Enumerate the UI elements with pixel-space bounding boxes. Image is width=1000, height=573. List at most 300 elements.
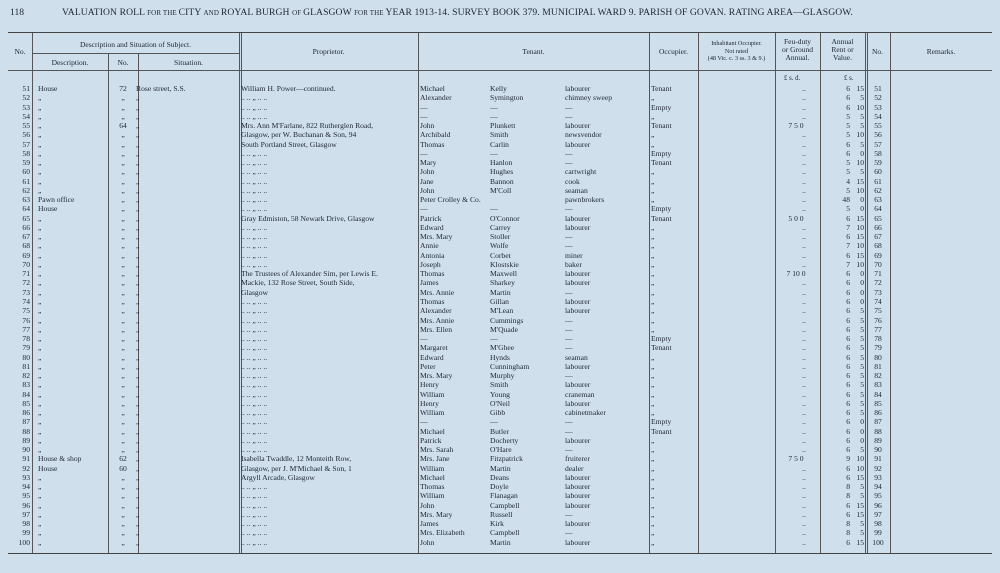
feu-leader-dots: .. [802, 103, 806, 112]
street-number-cell: 60 [119, 464, 127, 473]
tenant-surname-cell: Hughes [490, 168, 514, 177]
rent-shillings-cell: 0 [860, 427, 864, 436]
tenant-occupation-cell: labourer [565, 492, 591, 501]
description-cell: „ [38, 177, 42, 186]
table-row [8, 141, 992, 150]
occupier-cell: „ [651, 501, 655, 510]
description-cell: „ [38, 520, 42, 529]
tenant-occupation-cell: labourer [565, 520, 591, 529]
table-row [8, 233, 992, 242]
feu-duty-cell: 7 5 0 [788, 455, 804, 464]
tenant-occupation-cell: labourer [565, 140, 591, 149]
street-number-cell: „ [121, 353, 125, 362]
table-row [8, 465, 992, 474]
situation-cell: „ [136, 112, 140, 121]
rent-pounds-cell: 6 [846, 372, 850, 381]
row-number-right: 87 [874, 418, 882, 427]
occupier-cell: „ [651, 131, 655, 140]
tenant-surname-cell: — [490, 103, 498, 112]
street-number-cell: „ [121, 325, 125, 334]
tenant-occupation-cell: — [565, 233, 573, 242]
rent-pounds-cell: 6 [846, 399, 850, 408]
row-number: 91 [22, 455, 30, 464]
situation-cell: Rose street, S.S. [136, 85, 186, 93]
rent-shillings-cell: 5 [860, 94, 864, 103]
street-number-cell: 62 [119, 455, 127, 464]
row-number: 67 [22, 233, 30, 242]
row-number: 65 [22, 214, 30, 223]
rent-pounds-cell: 6 [846, 140, 850, 149]
tenant-surname-cell: — [490, 335, 498, 344]
proprietor-cell: .. .. „ .. .. [241, 538, 268, 547]
table-row [8, 131, 992, 140]
row-number: 55 [22, 122, 30, 131]
tenant-occupation-cell: — [565, 205, 573, 214]
situation-cell: „ [136, 436, 140, 445]
feu-leader-dots: .. [802, 251, 806, 260]
tenant-occupation-cell: labourer [565, 307, 591, 316]
col-header-situation: Situation. [174, 58, 203, 67]
row-number: 97 [22, 510, 30, 519]
table-row [8, 261, 992, 270]
row-number-right: 73 [874, 288, 882, 297]
feu-leader-dots: .. [802, 464, 806, 473]
proprietor-cell: .. .. „ .. .. [241, 390, 268, 399]
feu-units: £ s. d. [784, 75, 801, 82]
table-row [8, 94, 992, 103]
proprietor-cell: .. .. „ .. .. [241, 492, 268, 501]
row-number: 71 [22, 270, 30, 279]
tenant-firstname-cell: — [420, 418, 428, 427]
situation-cell: „ [136, 94, 140, 103]
rent-shillings-cell: 15 [856, 538, 864, 547]
situation-cell: „ [136, 446, 140, 455]
tenant-occupation-cell: labourer [565, 399, 591, 408]
occupier-cell: Tenant [651, 427, 672, 436]
tenant-surname-cell: — [490, 418, 498, 427]
table-row [8, 326, 992, 335]
tenant-firstname-cell: William [420, 409, 445, 418]
tenant-occupation-cell: — [565, 325, 573, 334]
tenant-firstname-cell: Mrs. Elizabeth [420, 529, 465, 538]
tenant-surname-cell: Plunkett [490, 122, 516, 131]
tenant-firstname-cell: Mrs. Sarah [420, 446, 454, 455]
row-number: 83 [22, 381, 30, 390]
situation-cell: „ [136, 177, 140, 186]
table-row [8, 344, 992, 353]
table-row [8, 354, 992, 363]
tenant-firstname-cell: Edward [420, 353, 444, 362]
row-number: 87 [22, 418, 30, 427]
table-row [8, 474, 992, 483]
rent-shillings-cell: 5 [860, 362, 864, 371]
row-number-right: 51 [874, 85, 882, 93]
proprietor-cell: Glasgow [241, 288, 268, 297]
rent-shillings-cell: 5 [860, 529, 864, 538]
valuation-table [8, 32, 992, 554]
rent-pounds-cell: 7 [846, 260, 850, 269]
tenant-occupation-cell: labourer [565, 473, 591, 482]
row-number-right: 90 [874, 446, 882, 455]
row-number: 98 [22, 520, 30, 529]
rent-pounds-cell: 6 [846, 297, 850, 306]
occupier-cell: „ [651, 223, 655, 232]
table-row [8, 298, 992, 307]
row-number-right: 88 [874, 427, 882, 436]
proprietor-cell: .. .. „ .. .. [241, 436, 268, 445]
description-cell: „ [38, 529, 42, 538]
row-number-right: 97 [874, 510, 882, 519]
situation-cell: „ [136, 122, 140, 131]
row-number-right: 94 [874, 483, 882, 492]
rent-pounds-cell: 8 [846, 483, 850, 492]
tenant-surname-cell: Bannon [490, 177, 514, 186]
description-cell: „ [38, 409, 42, 418]
situation-cell: „ [136, 399, 140, 408]
col-header-inhabitant: Inhabitant Occupier. Not rated (48 Vic. c. 3 ss. 3 & 9.) [707, 40, 766, 62]
occupier-cell: „ [651, 316, 655, 325]
rent-shillings-cell: 5 [860, 325, 864, 334]
row-number: 54 [22, 112, 30, 121]
description-cell: „ [38, 168, 42, 177]
occupier-cell: „ [651, 510, 655, 519]
tenant-surname-cell: M'Lean [490, 307, 514, 316]
tenant-occupation-cell: labourer [565, 362, 591, 371]
situation-cell: „ [136, 297, 140, 306]
rent-pounds-cell: 6 [846, 436, 850, 445]
description-cell: „ [38, 186, 42, 195]
description-cell: House & shop [38, 455, 82, 464]
street-number-cell: „ [121, 381, 125, 390]
street-number-cell: „ [121, 103, 125, 112]
tenant-firstname-cell: Thomas [420, 297, 445, 306]
rent-shillings-cell: 5 [860, 168, 864, 177]
occupier-cell: „ [651, 260, 655, 269]
street-number-cell: „ [121, 233, 125, 242]
table-row [8, 242, 992, 251]
row-number: 84 [22, 390, 30, 399]
tenant-surname-cell: Campbell [490, 529, 520, 538]
situation-cell: „ [136, 279, 140, 288]
tenant-surname-cell: Hanlon [490, 159, 513, 168]
feu-leader-dots: .. [802, 344, 806, 353]
tenant-firstname-cell: Mary [420, 159, 437, 168]
tenant-occupation-cell: fruiterer [565, 455, 590, 464]
proprietor-cell: .. .. „ .. .. [241, 510, 268, 519]
feu-leader-dots: .. [802, 529, 806, 538]
rent-pounds-cell: 8 [846, 529, 850, 538]
description-cell: „ [38, 103, 42, 112]
rent-pounds-cell: 6 [846, 316, 850, 325]
proprietor-cell: .. .. „ .. .. [241, 186, 268, 195]
tenant-surname-cell: Hynds [490, 353, 510, 362]
rent-pounds-cell: 5 [846, 159, 850, 168]
row-number-right: 68 [874, 242, 882, 251]
description-cell: „ [38, 279, 42, 288]
situation-cell: „ [136, 270, 140, 279]
row-number: 85 [22, 399, 30, 408]
feu-duty-cell: 7 10 0 [786, 270, 806, 279]
rent-shillings-cell: 5 [860, 409, 864, 418]
situation-cell: „ [136, 325, 140, 334]
rent-units: £ s. [844, 75, 854, 82]
table-row [8, 279, 992, 288]
tenant-occupation-cell: — [565, 418, 573, 427]
feu-leader-dots: .. [802, 362, 806, 371]
tenant-occupation-cell: — [565, 149, 573, 158]
proprietor-cell: .. .. „ .. .. [241, 94, 268, 103]
situation-cell: „ [136, 251, 140, 260]
tenant-surname-cell: Smith [490, 381, 509, 390]
situation-cell: „ [136, 455, 140, 464]
tenant-occupation-cell: labourer [565, 381, 591, 390]
street-number-cell: „ [121, 279, 125, 288]
description-cell: „ [38, 159, 42, 168]
table-row [8, 372, 992, 381]
rent-shillings-cell: 15 [856, 177, 864, 186]
table-row [8, 307, 992, 316]
rent-shillings-cell: 5 [860, 399, 864, 408]
row-number-right: 64 [874, 205, 882, 214]
table-row [8, 335, 992, 344]
rent-shillings-cell: 10 [856, 131, 864, 140]
tenant-occupation-cell: labourer [565, 270, 591, 279]
street-number-cell: „ [121, 316, 125, 325]
tenant-surname-cell: O'Connor [490, 214, 520, 223]
situation-cell: „ [136, 344, 140, 353]
description-cell: „ [38, 131, 42, 140]
occupier-cell: „ [651, 483, 655, 492]
tenant-firstname-cell: Mrs. Mary [420, 372, 453, 381]
table-row [8, 446, 992, 455]
tenant-occupation-cell: cook [565, 177, 580, 186]
row-number: 66 [22, 223, 30, 232]
proprietor-cell: Argyll Arcade, Glasgow [241, 473, 315, 482]
tenant-occupation-cell: labourer [565, 85, 591, 93]
description-cell: „ [38, 335, 42, 344]
tenant-firstname-cell: John [420, 501, 435, 510]
row-number-right: 91 [874, 455, 882, 464]
row-number: 64 [22, 205, 30, 214]
table-row [8, 363, 992, 372]
street-number-cell: „ [121, 288, 125, 297]
feu-leader-dots: .. [802, 196, 806, 205]
row-number: 76 [22, 316, 30, 325]
col-header-remarks: Remarks. [926, 47, 956, 56]
tenant-surname-cell: Maxwell [490, 270, 517, 279]
rent-pounds-cell: 6 [846, 149, 850, 158]
rent-pounds-cell: 6 [846, 427, 850, 436]
table-row [8, 492, 992, 501]
feu-leader-dots: .. [802, 131, 806, 140]
tenant-occupation-cell: labourer [565, 483, 591, 492]
occupier-cell: „ [651, 362, 655, 371]
table-row [8, 150, 992, 159]
tenant-surname-cell: Docherty [490, 436, 519, 445]
description-cell: House [38, 85, 58, 93]
street-number-cell: „ [121, 196, 125, 205]
tenant-firstname-cell: John [420, 168, 435, 177]
table-row [8, 205, 992, 214]
row-number: 88 [22, 427, 30, 436]
tenant-surname-cell: Stoller [490, 233, 511, 242]
rent-shillings-cell: 10 [856, 260, 864, 269]
proprietor-cell: .. .. „ .. .. [241, 196, 268, 205]
tenant-firstname-cell: Edward [420, 223, 444, 232]
tenant-surname-cell: Symington [490, 94, 524, 103]
description-cell: „ [38, 353, 42, 362]
feu-leader-dots: .. [802, 372, 806, 381]
row-number: 51 [22, 85, 30, 93]
table-row [8, 187, 992, 196]
row-number-right: 93 [874, 473, 882, 482]
tenant-surname-cell: Kirk [490, 520, 504, 529]
street-number-cell: „ [121, 251, 125, 260]
tenant-surname-cell: Murphy [490, 372, 515, 381]
rent-pounds-cell: 6 [846, 501, 850, 510]
rent-shillings-cell: 15 [856, 214, 864, 223]
tenant-occupation-cell: — [565, 242, 573, 251]
row-number-right: 71 [874, 270, 882, 279]
rent-pounds-cell: 4 [846, 177, 850, 186]
tenant-surname-cell: Kelly [490, 85, 507, 93]
proprietor-cell: .. .. „ .. .. [241, 409, 268, 418]
table-row [8, 113, 992, 122]
street-number-cell: „ [121, 140, 125, 149]
rent-shillings-cell: 5 [860, 307, 864, 316]
rent-pounds-cell: 6 [846, 307, 850, 316]
situation-cell: „ [136, 149, 140, 158]
rent-pounds-cell: 6 [846, 288, 850, 297]
occupier-cell: Empty [651, 418, 672, 427]
occupier-cell: Empty [651, 205, 672, 214]
occupier-cell: „ [651, 409, 655, 418]
occupier-cell: „ [651, 464, 655, 473]
row-number-right: 77 [874, 325, 882, 334]
row-number-right: 61 [874, 177, 882, 186]
situation-cell: „ [136, 418, 140, 427]
occupier-cell: „ [651, 538, 655, 547]
rent-shillings-cell: 0 [860, 288, 864, 297]
rent-pounds-cell: 6 [846, 510, 850, 519]
col-header-no: No. [14, 47, 26, 56]
rent-pounds-cell: 9 [846, 455, 850, 464]
occupier-cell: „ [651, 446, 655, 455]
occupier-cell: „ [651, 270, 655, 279]
proprietor-cell: The Trustees of Alexander Sim, per Lewis E. [241, 270, 378, 279]
rent-shillings-cell: 5 [860, 344, 864, 353]
tenant-surname-cell: — [490, 149, 498, 158]
proprietor-cell: .. .. „ .. .. [241, 149, 268, 158]
tenant-surname-cell: Doyle [490, 483, 509, 492]
situation-cell: „ [136, 233, 140, 242]
table-row [8, 85, 992, 94]
occupier-cell: „ [651, 140, 655, 149]
street-number-cell: „ [121, 473, 125, 482]
rent-shillings-cell: 5 [860, 390, 864, 399]
tenant-firstname-cell: William [420, 390, 445, 399]
rent-shillings-cell: 5 [860, 316, 864, 325]
rent-shillings-cell: 0 [860, 436, 864, 445]
occupier-cell: „ [651, 390, 655, 399]
street-number-cell: „ [121, 492, 125, 501]
feu-leader-dots: .. [802, 279, 806, 288]
street-number-cell: „ [121, 214, 125, 223]
tenant-surname-cell: Gibb [490, 409, 506, 418]
street-number-cell: „ [121, 446, 125, 455]
occupier-cell: „ [651, 529, 655, 538]
table-row [8, 520, 992, 529]
row-number-right: 100 [872, 538, 884, 547]
proprietor-cell: .. .. „ .. .. [241, 446, 268, 455]
rent-shillings-cell: 0 [860, 149, 864, 158]
row-number-right: 54 [874, 112, 882, 121]
table-row [8, 215, 992, 224]
situation-cell: „ [136, 168, 140, 177]
tenant-firstname-cell: Jane [420, 177, 434, 186]
col-header-description: Description. [51, 58, 89, 67]
feu-leader-dots: .. [802, 501, 806, 510]
tenant-surname-cell: Flanagan [490, 492, 518, 501]
rent-shillings-cell: 0 [860, 418, 864, 427]
feu-leader-dots: .. [802, 112, 806, 121]
description-cell: „ [38, 446, 42, 455]
occupier-cell: „ [651, 455, 655, 464]
row-number: 79 [22, 344, 30, 353]
tenant-firstname-cell: James [420, 279, 439, 288]
street-number-cell: 64 [119, 122, 127, 131]
tenant-occupation-cell: dealer [565, 464, 584, 473]
occupier-cell: „ [651, 168, 655, 177]
tenant-surname-cell: Martin [490, 538, 511, 547]
tenant-surname-cell: Russell [490, 510, 513, 519]
tenant-firstname-cell: Mrs. Annie [420, 316, 455, 325]
tenant-firstname-cell: Thomas [420, 270, 445, 279]
tenant-occupation-cell: — [565, 372, 573, 381]
situation-cell: „ [136, 510, 140, 519]
street-number-cell: „ [121, 149, 125, 158]
tenant-firstname-cell: Peter [420, 362, 436, 371]
feu-leader-dots: .. [802, 418, 806, 427]
feu-leader-dots: .. [802, 390, 806, 399]
row-number: 70 [22, 260, 30, 269]
rent-pounds-cell: 6 [846, 362, 850, 371]
rent-shillings-cell: 0 [860, 205, 864, 214]
row-number: 94 [22, 483, 30, 492]
tenant-firstname-cell: Alexander [420, 94, 452, 103]
row-number-right: 95 [874, 492, 882, 501]
description-cell: „ [38, 112, 42, 121]
situation-cell: „ [136, 205, 140, 214]
situation-cell: „ [136, 529, 140, 538]
proprietor-cell: .. .. „ .. .. [241, 168, 268, 177]
rent-pounds-cell: 6 [846, 446, 850, 455]
street-number-cell: „ [121, 94, 125, 103]
proprietor-cell: .. .. „ .. .. [241, 353, 268, 362]
description-cell: „ [38, 344, 42, 353]
street-number-cell: „ [121, 335, 125, 344]
proprietor-cell: Mackie, 132 Rose Street, South Side, [241, 279, 355, 288]
tenant-firstname-cell: Peter Crolley & Co. [420, 196, 481, 205]
street-number-cell: „ [121, 372, 125, 381]
row-number: 73 [22, 288, 30, 297]
situation-cell: „ [136, 372, 140, 381]
row-number-right: 57 [874, 140, 882, 149]
proprietor-cell: .. .. „ .. .. [241, 418, 268, 427]
feu-leader-dots: .. [802, 316, 806, 325]
proprietor-cell: .. .. „ .. .. [241, 297, 268, 306]
situation-cell: „ [136, 492, 140, 501]
